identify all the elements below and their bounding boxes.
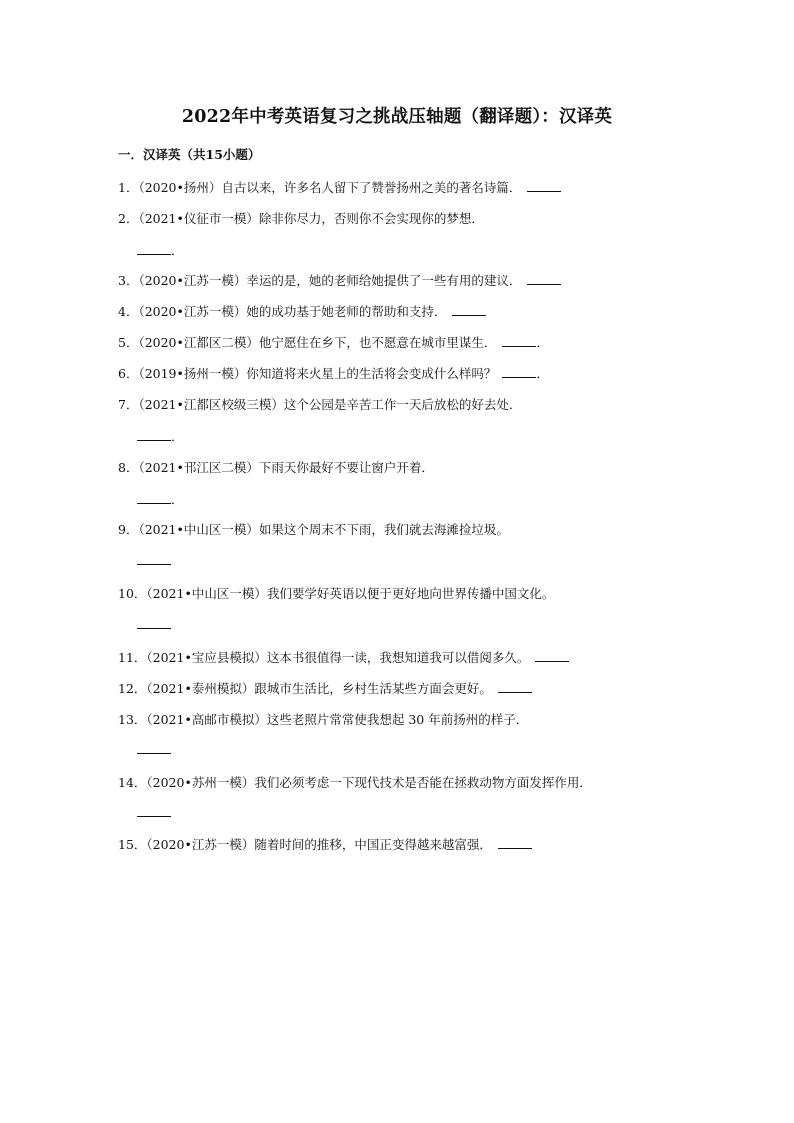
answer-blank — [137, 429, 171, 441]
answer-blank — [137, 742, 171, 754]
question-2: 2．（2021•仪征市一模）除非你尽力，否则你不会实现你的梦想． — [118, 211, 484, 226]
answer-blank — [498, 837, 532, 849]
question-11: 11．（2021•宝应县模拟）这本书很值得一读，我想知道我可以借阅多久。 — [118, 648, 569, 666]
question-12: 12．（2021•泰州模拟）跟城市生活比，乡村生活某些方面会更好。 — [118, 679, 532, 697]
question-5: 5．（2020•江都区二模）他宁愿住在乡下，也不愿意在城市里谋生． ． — [118, 335, 549, 350]
answer-blank — [527, 180, 561, 192]
answer-blank — [527, 273, 561, 285]
question-8: 8．（2021•邗江区二模）下雨天你最好不要让窗户开着． — [118, 460, 434, 475]
answer-line-10 — [137, 617, 171, 632]
question-9: 9．（2021•中山区一模）如果这个周末不下雨，我们就去海滩捡垃圾。 — [118, 522, 509, 537]
answer-blank — [452, 304, 486, 316]
answer-blank — [137, 243, 171, 255]
answer-blank — [137, 492, 171, 504]
answer-line-9 — [137, 553, 171, 568]
answer-blank — [502, 366, 536, 378]
answer-line-2: ． — [137, 241, 184, 259]
answer-blank — [137, 617, 171, 629]
answer-line-13 — [137, 742, 171, 757]
answer-blank — [137, 805, 171, 817]
answer-line-8: ． — [137, 490, 184, 508]
answer-blank — [502, 335, 536, 347]
answer-line-7: ． — [137, 427, 184, 445]
section-heading: 一．汉译英（共15小题） — [118, 147, 261, 162]
question-7: 7．（2021•江都区校级三模）这个公园是辛苦工作一天后放松的好去处． — [118, 397, 522, 412]
answer-blank — [137, 553, 171, 565]
page-title: 2022年中考英语复习之挑战压轴题（翻译题）：汉译英 — [181, 107, 613, 127]
question-15: 15．（2020•江苏一模）随着时间的推移，中国正变得越来越富强． — [118, 835, 532, 853]
question-1: 1．（2020•扬州）自古以来，许多名人留下了赞誉扬州之美的著名诗篇． — [118, 178, 561, 196]
question-10: 10．（2021•中山区一模）我们要学好英语以便于更好地向世界传播中国文化。 — [118, 586, 555, 601]
question-6: 6．（2019•扬州一模）你知道将来火星上的生活将会变成什么样吗？ ． — [118, 366, 549, 381]
question-4: 4．（2020•江苏一模）她的成功基于她老师的帮助和支持． — [118, 302, 486, 320]
answer-blank — [535, 650, 569, 662]
question-14: 14．（2020•苏州一模）我们必须考虑一下现代技术是否能在拯救动物方面发挥作用． — [118, 775, 592, 790]
question-3: 3．（2020•江苏一模）幸运的是，她的老师给她提供了一些有用的建议． — [118, 271, 561, 289]
answer-blank — [498, 681, 532, 693]
answer-line-14 — [137, 805, 171, 820]
question-13: 13．（2021•高邮市模拟）这些老照片常常使我想起 30 年前扬州的样子． — [118, 712, 529, 727]
